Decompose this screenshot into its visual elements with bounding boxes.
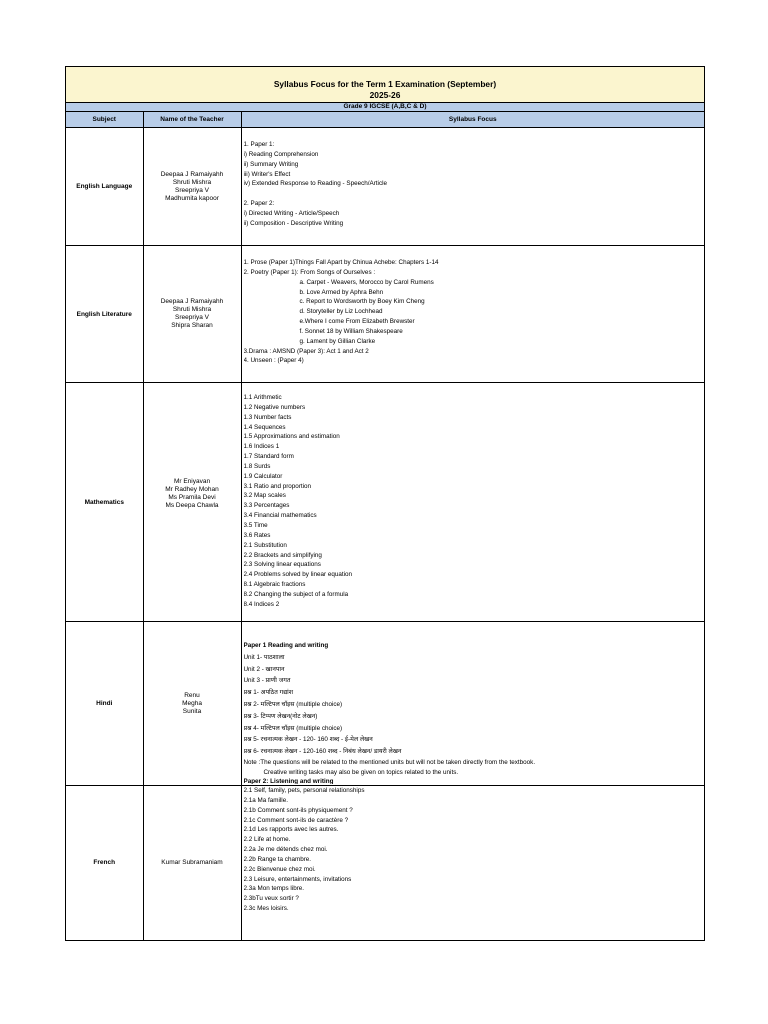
grade-banner: Grade 9 IGCSE (A,B,C & D) <box>66 103 704 112</box>
teacher-name: Shipra Sharan <box>171 322 213 329</box>
academic-year: 2025-26 <box>369 90 401 100</box>
focus-line: 1.2 Negative numbers <box>243 403 306 411</box>
focus-line: 3.1 Ratio and proportion <box>243 482 312 490</box>
teacher-name: Sunita <box>182 707 202 715</box>
teacher-name: Mr Eniyavan <box>173 478 211 485</box>
focus-line: 1. Prose (Paper 1)Things Fall Apart by Chinua Achebe: Chapters 1-14 <box>243 259 439 266</box>
focus-line: ii) Summary Writing <box>243 160 299 168</box>
focus-line: Unit 2 - खानपान <box>243 665 285 673</box>
subject-cell: French <box>66 786 143 940</box>
syllabus-sheet <box>65 66 705 941</box>
focus-line: 2.3bTu veux sortir ? <box>243 895 299 903</box>
focus-line: प्रश्न 4- मल्टिपल चॉइस (multiple choice) <box>243 724 343 732</box>
focus-line <box>244 189 705 199</box>
focus-line: 8.2 Changing the subject of a formula <box>243 590 349 598</box>
focus-cell <box>241 786 704 940</box>
focus-line: 1.6 Indices 1 <box>243 443 280 451</box>
row-french <box>66 786 704 940</box>
focus-line: 2. Poetry (Paper 1): From Songs of Ourselves : <box>243 268 376 276</box>
focus-line: Unit 1- पाठशाला <box>243 653 285 661</box>
focus-line: प्रश्न 5- रचनात्मक लेखन - 120- 160 शब्द - ई-मेल लेखन <box>243 736 373 744</box>
focus-cell <box>241 128 704 246</box>
subject-cell: Hindi <box>66 622 143 786</box>
focus-line: 2.4 Problems solved by linear equation <box>243 571 353 579</box>
teacher-name: Shruti Mishra <box>172 306 212 313</box>
focus-line: 2. Paper 2: <box>243 200 275 208</box>
focus-line: 3.2 Map scales <box>243 492 286 500</box>
teacher-cell <box>143 128 241 246</box>
subject-cell: English Language <box>66 128 143 246</box>
teacher-name: Ms Pramila Devi <box>168 494 216 501</box>
focus-line: 3.5 Time <box>243 521 268 529</box>
teacher-name: Mr Radhey Mohan <box>165 486 219 493</box>
focus-line: b. Love Armed by Aphra Behn <box>299 288 384 296</box>
focus-line: iv) Extended Response to Reading - Speech/Article <box>243 180 388 188</box>
row-english-literature <box>66 246 704 383</box>
focus-line: 2.1 Self, family, pets, personal relationships <box>243 787 365 794</box>
header-row <box>66 112 704 128</box>
teacher-name: Shruti Mishra <box>172 178 212 186</box>
focus-line: 3.6 Rates <box>243 531 271 539</box>
teacher-cell <box>143 383 241 622</box>
header-subject: Subject <box>66 112 143 128</box>
focus-line: 2.1c Comment sont-ils de caractère ? <box>243 816 349 824</box>
focus-cell <box>241 383 704 622</box>
teacher-name: Sreepriya V <box>175 186 209 194</box>
focus-line: 2.2 Brackets and simplifying <box>243 551 322 559</box>
focus-line: 2.2a Je me détends chez moi. <box>243 846 328 854</box>
focus-line: 1.9 Calculator <box>243 472 283 480</box>
focus-line: 1.5 Approximations and estimation <box>243 433 340 441</box>
focus-line: d. Storyteller by Liz Lochhead <box>299 308 383 316</box>
focus-line: 4. Unseen : (Paper 4) <box>243 357 304 365</box>
focus-line: 1.7 Standard form <box>243 453 294 461</box>
teacher-name: Ms Deepa Chawla <box>165 502 219 509</box>
teacher-cell <box>143 246 241 383</box>
focus-line: i) Directed Writing - Article/Speech <box>243 209 340 217</box>
focus-line: 1.4 Sequences <box>243 423 286 431</box>
teacher-cell <box>143 622 241 786</box>
focus-line: 3.Drama : AMSND (Paper 3): Act 1 and Act 2 <box>243 347 369 355</box>
focus-line: Note :The questions will be related to the mentioned units but will not be taken directly from the textbook. <box>243 758 536 766</box>
focus-line: 3.4 Financial mathematics <box>243 512 317 520</box>
focus-cell <box>241 246 704 383</box>
header-teacher: Name of the Teacher <box>143 112 241 128</box>
row-hindi <box>66 622 704 786</box>
focus-line: प्रश्न 2- मल्टिपल चॉइस (multiple choice) <box>243 700 343 708</box>
focus-line: Creative writing tasks may also be given on topics related to the units. <box>263 768 459 776</box>
focus-line: 1. Paper 1: <box>243 141 275 148</box>
teacher-name: Renu <box>184 691 200 699</box>
focus-line: 2.3 Solving linear equations <box>243 561 321 569</box>
teacher-cell <box>143 786 241 940</box>
page-title: Syllabus Focus for the Term 1 Examination (September) <box>273 79 497 89</box>
focus-line: 8.1 Algebraic fractions <box>243 581 306 589</box>
teacher-name: Sreepriya V <box>175 314 209 321</box>
focus-line: 1.8 Surds <box>243 462 271 470</box>
teacher-name: Deepaa J Ramaiyahh <box>160 298 224 305</box>
focus-line: 2.2b Range ta chambre. <box>243 855 312 863</box>
focus-line: iii) Writer's Effect <box>243 170 291 178</box>
focus-line: a. Carpet - Weavers, Morocco by Carol Rumens <box>299 278 434 286</box>
subject-cell: Mathematics <box>66 383 143 622</box>
focus-line: Unit 3 - प्राणी जगत <box>243 677 291 685</box>
focus-line: 2.1 Substitution <box>243 541 287 549</box>
focus-line: 2.1a Ma famille. <box>243 796 288 804</box>
focus-line: 2.3 Leisure, entertainments, invitations <box>243 875 352 883</box>
syllabus-table <box>66 112 704 940</box>
focus-line: प्रश्न 1- अपठित गद्यांश <box>243 689 294 697</box>
focus-line: 2.1d Les rapports avec les autres. <box>243 826 339 834</box>
focus-line: प्रश्न 6- रचनात्मक लेखन - 120-160 शब्द - निबंध लेखन/ डायरी लेखन <box>243 748 402 756</box>
focus-line: 1.1 Arithmetic <box>243 394 282 401</box>
focus-line: 2.2 Life at home. <box>243 836 291 844</box>
teacher-name: Megha <box>182 699 202 707</box>
row-mathematics <box>66 383 704 622</box>
focus-cell <box>241 622 704 786</box>
focus-line: 8.4 Indices 2 <box>243 600 280 608</box>
focus-line: 3.3 Percentages <box>243 502 290 510</box>
focus-heading: Paper 1 Reading and writing <box>243 642 329 649</box>
focus-line: g. Lament by Gillian Clarke <box>299 337 376 345</box>
focus-line: 2.3a Mon temps libre. <box>243 885 305 893</box>
focus-line: e.Where I come From Elizabeth Brewster <box>299 318 415 326</box>
teacher-name: Kumar Subramaniam <box>161 858 223 866</box>
subject-cell: English Literature <box>66 246 143 383</box>
focus-line: i) Reading Comprehension <box>243 150 319 158</box>
focus-line: f. Sonnet 18 by William Shakespeare <box>299 327 403 335</box>
focus-line: 1.3 Number facts <box>243 413 292 421</box>
focus-heading: Paper 2: Listening and writing <box>243 777 334 784</box>
teacher-name: Madhumita kapoor <box>165 194 219 202</box>
row-english-language <box>66 128 704 246</box>
focus-line: c. Report to Wordsworth by Boey Kim Cheng <box>299 298 425 306</box>
focus-line: 2.2c Bienvenue chez moi. <box>243 865 316 873</box>
focus-line: ii) Composition - Descriptive Writing <box>243 219 344 227</box>
focus-line: 2.1b Comment sont-ils physiquement ? <box>243 806 353 814</box>
teacher-name: Deepaa J Ramaiyahh <box>160 170 224 178</box>
focus-line: प्रश्न 3- टिप्पण लेखन(नोट लेखन) <box>243 712 318 720</box>
title-block <box>66 67 704 103</box>
focus-line: 2.3c Mes loisirs. <box>243 905 289 913</box>
header-focus: Syllabus Focus <box>241 112 704 128</box>
